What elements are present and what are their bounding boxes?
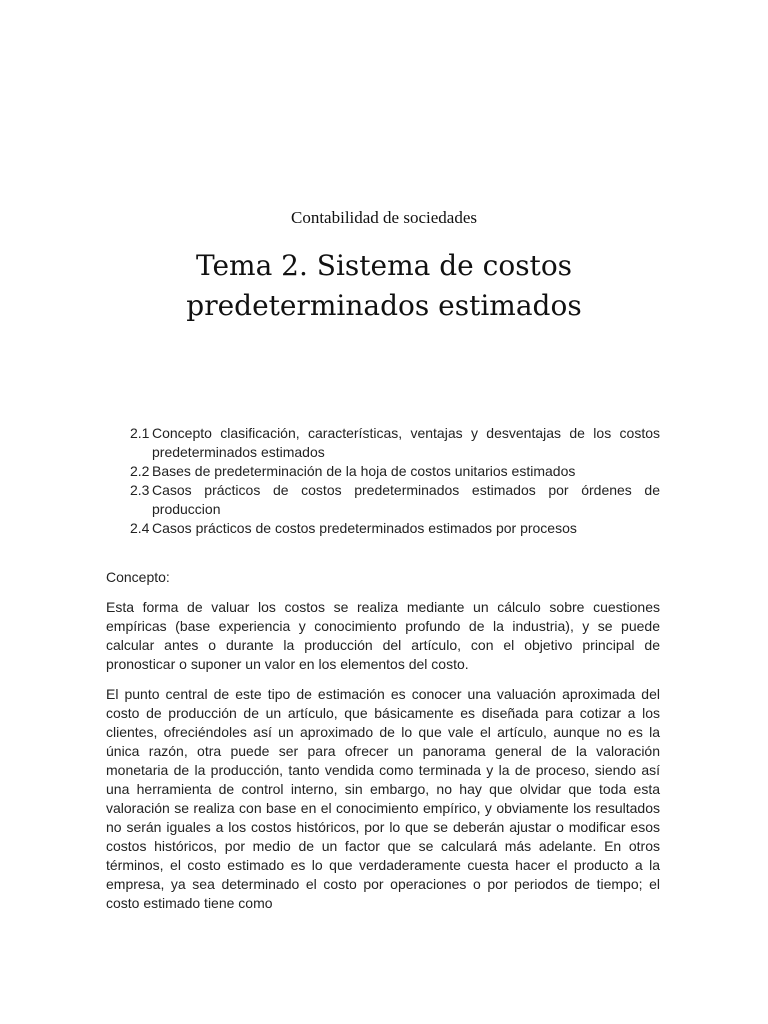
toc-item	[130, 519, 660, 538]
document-title	[0, 246, 768, 326]
toc-item	[130, 462, 660, 481]
toc-item-number: 2.1	[130, 425, 150, 441]
body-paragraph-1: Esta forma de valuar los costos se realiza mediante un cálculo sobre cuestiones empíricas (base experiencia y conocimiento profundo de la industria), y se puede calcular antes o durante la producción del artículo, con el objetivo principal de pronosticar o suponer un valor en los elementos del costo.	[106, 599, 660, 672]
toc-item-text: Casos prácticos de costos predeterminados estimados por procesos	[152, 520, 577, 536]
title-line-1: Tema 2. Sistema de costos	[195, 249, 573, 282]
body-paragraph-2: El punto central de este tipo de estimación es conocer una valuación aproximada del costo de producción de un artículo, que básicamente es diseñada para cotizar a los clientes, ofreciéndoles así un aproximado de lo que vale el artículo, aunque no es la única razón, otra puede ser para ofrecer un panorama general de la valoración monetaria de la producción, tanto vendida como terminada y la de proceso, siendo así una herramienta de control interno, sin embargo, no hay que olvidar que toda esta valoración se realiza con base en el conocimiento empírico, y obviamente los resultados no serán iguales a los costos históricos, por lo que se deberán ajustar o modificar esos costos históricos, por medio de un factor que se calculará más adelante. En otros términos, el costo estimado es lo que verdaderamente cuesta hacer el producto a la empresa, ya sea determinado el costo por operaciones o por periodos de tiempo; el costo estimado tiene como	[106, 686, 660, 911]
concept-heading: Concepto:	[106, 569, 170, 585]
toc-item-text: Concepto clasificación, características, ventajas y desventajas de los costos predeterminados estimados	[152, 425, 660, 460]
document-subtitle: Contabilidad de sociedades	[290, 208, 477, 227]
toc-item	[130, 424, 660, 462]
table-of-contents	[130, 424, 660, 538]
toc-item-text: Bases de predeterminación de la hoja de costos unitarios estimados	[152, 463, 576, 479]
toc-item-number: 2.2	[130, 463, 150, 479]
toc-item-text: Casos prácticos de costos predeterminados estimados por órdenes de produccion	[152, 482, 660, 517]
title-line-2: predeterminados estimados	[186, 289, 582, 322]
toc-item-number: 2.3	[130, 482, 150, 498]
toc-item	[130, 481, 660, 519]
toc-item-number: 2.4	[130, 520, 150, 536]
